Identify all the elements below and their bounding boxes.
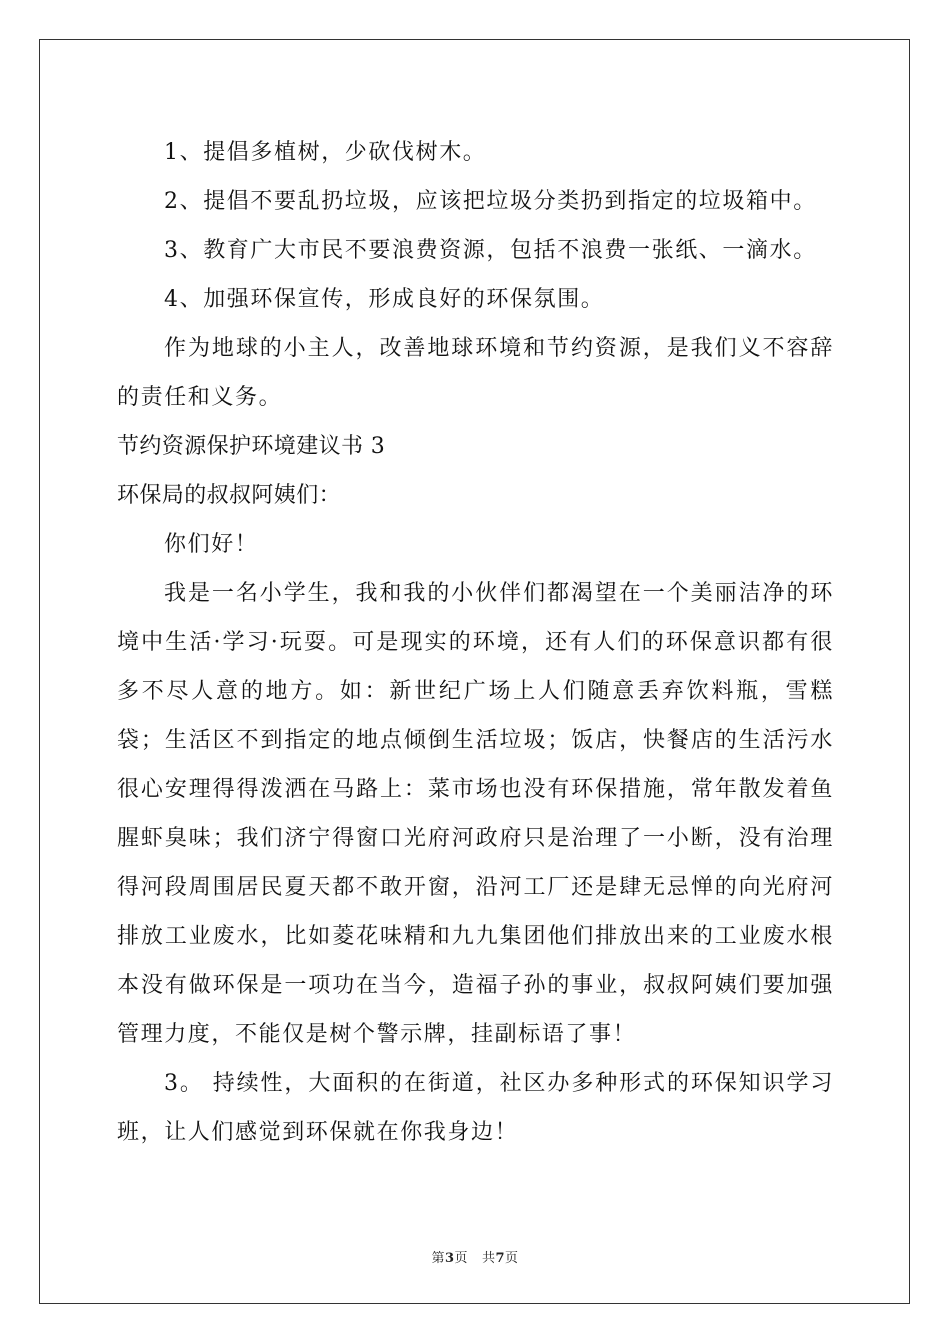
page-prefix: 第 <box>431 1251 445 1266</box>
point-3-paragraph: 3。 持续性，大面积的在街道，社区办多种形式的环保知识学习班，让人们感觉到环保就在你我身边！ <box>117 1071 834 1145</box>
letter-salutation: 环保局的叔叔阿姨们： <box>117 483 342 508</box>
page-footer <box>0 1247 950 1266</box>
total-suffix: 页 <box>505 1251 519 1266</box>
total-prefix: 共 <box>481 1251 496 1266</box>
current-page-number: 3 <box>444 1251 455 1266</box>
section-title: 节约资源保护环境建议书 3 <box>117 434 386 459</box>
page-suffix: 页 <box>454 1251 469 1266</box>
list-item-3: 3、教育广大市民不要浪费资源，包括不浪费一张纸、一滴水。 <box>164 238 817 263</box>
letter-greeting: 你们好！ <box>164 532 259 557</box>
total-page-number: 7 <box>495 1251 506 1266</box>
document-body <box>117 128 834 1157</box>
list-item-1: 1、提倡多植树，少砍伐树木。 <box>164 140 487 165</box>
list-item-2: 2、提倡不要乱扔垃圾，应该把垃圾分类扔到指定的垃圾箱中。 <box>164 189 817 214</box>
letter-body-paragraph: 我是一名小学生，我和我的小伙伴们都渴望在一个美丽洁净的环境中生活·学习·玩耍。可是现实的环境，还有人们的环保意识都有很多不尽人意的地方。如：新世纪广场上人们随意丢弃饮料瓶，雪糕袋；生活区不到指定的地点倾倒生活垃圾；饭店，快餐店的生活污水很心安理得得泼洒在马路上：菜市场也没有环保措施，常年散发着鱼腥虾臭味；我们济宁得窗口光府河政府只是治理了一小断，没有治理得河段周围居民夏天都不敢开窗，沿河工厂还是肆无忌惮的向光府河排放工业废水，比如菱花味精和九九集团他们排放出来的工业废水根本没有做环保是一项功在当今，造福子孙的事业，叔叔阿姨们要加强管理力度，不能仅是树个警示牌，挂副标语了事！ <box>117 581 834 1047</box>
conclusion-paragraph: 作为地球的小主人，改善地球环境和节约资源，是我们义不容辞的责任和义务。 <box>117 336 834 410</box>
list-item-4: 4、加强环保宣传，形成良好的环保氛围。 <box>164 287 605 312</box>
